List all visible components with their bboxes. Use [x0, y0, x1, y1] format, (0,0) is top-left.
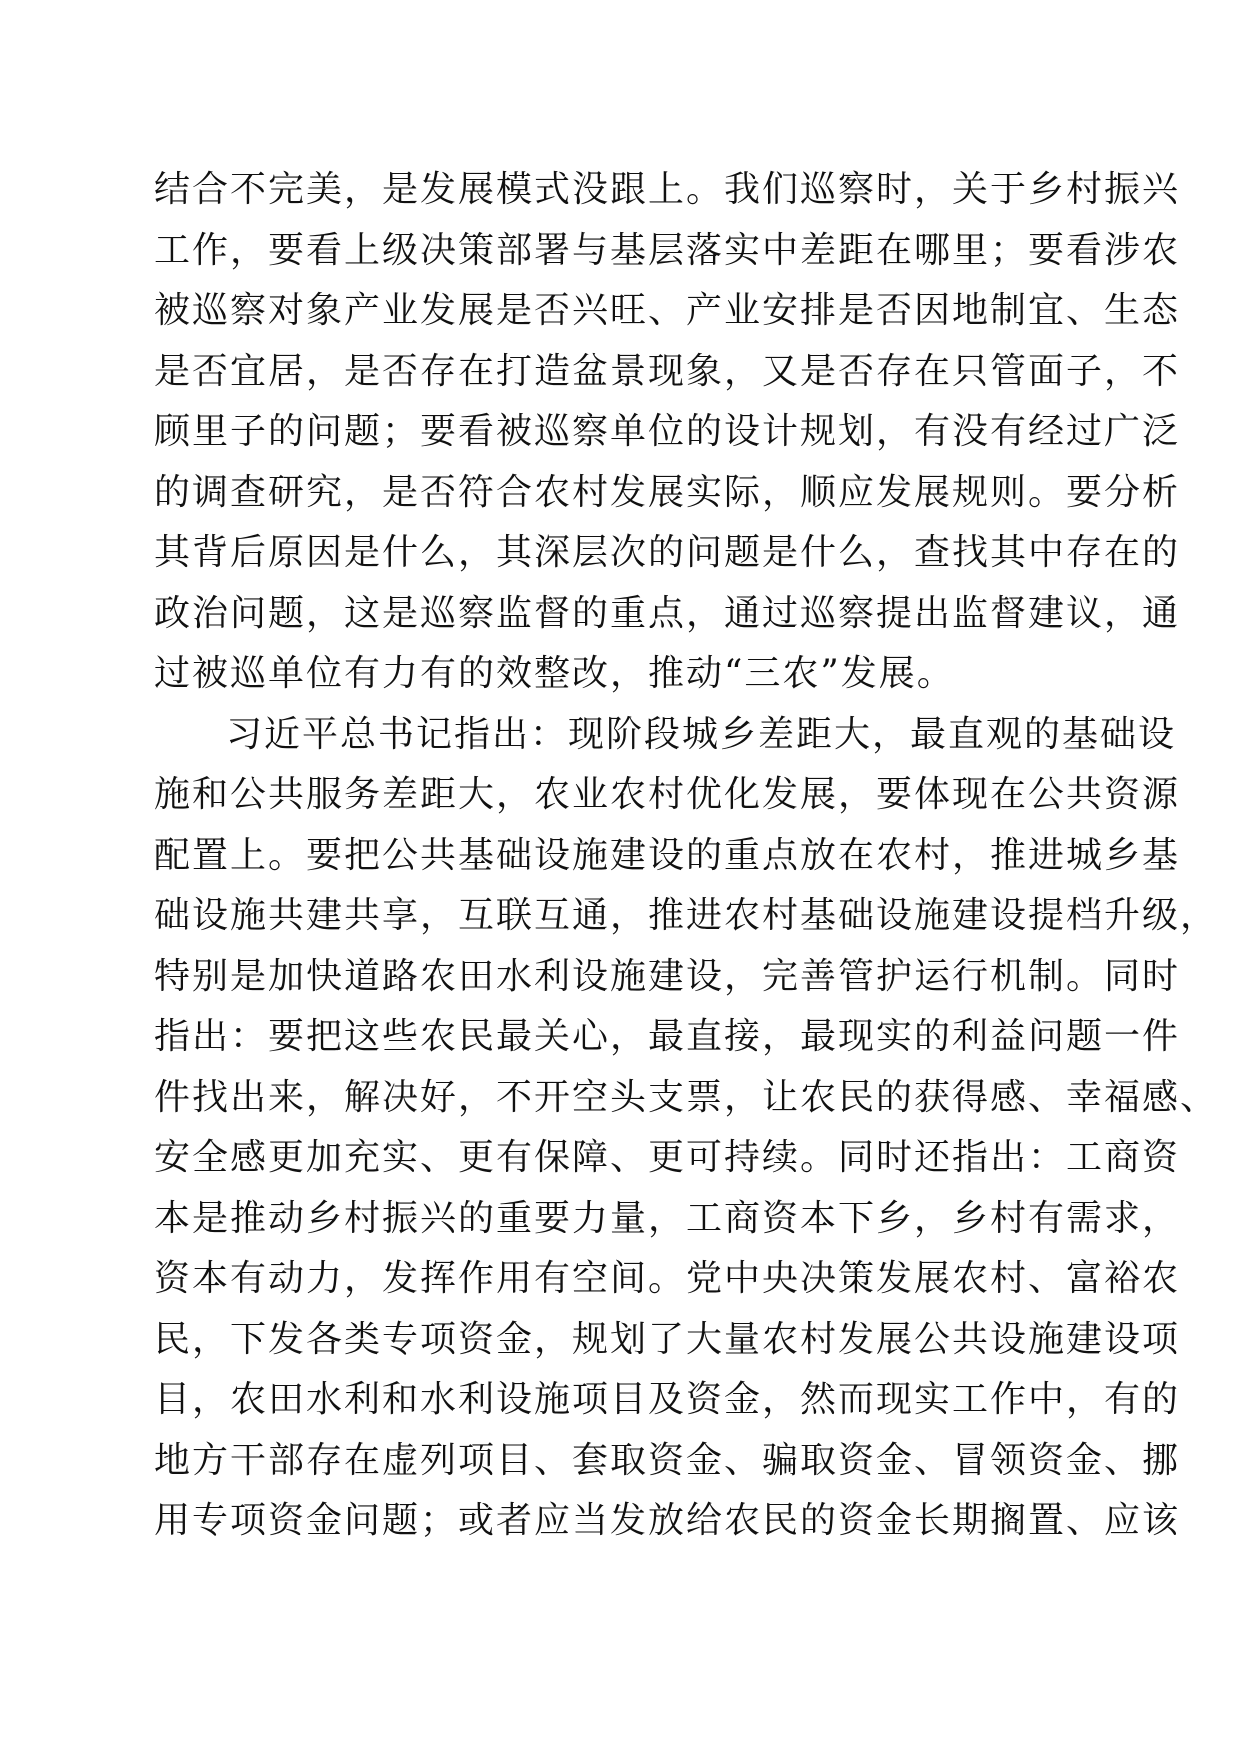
text-line: 结合不完美，是发展模式没跟上。我们巡察时，关于乡村振兴: [154, 169, 1181, 210]
text-line: 其背后原因是什么，其深层次的问题是什么，查找其中存在的: [154, 532, 1181, 573]
text-line: 资本有动力，发挥作用有空间。党中央决策发展农村、富裕农: [154, 1258, 1181, 1299]
text-line: 件找出来，解决好，不开空头支票，让农民的获得感、幸福感、: [154, 1076, 1219, 1118]
text-line: 指出：要把这些农民最关心，最直接，最现实的利益问题一件: [154, 1016, 1181, 1057]
paragraph-start-line: 习近平总书记指出：现阶段城乡差距大，最直观的基础设: [226, 713, 1177, 755]
text-line: 被巡察对象产业发展是否兴旺、产业安排是否因地制宜、生态: [154, 290, 1181, 331]
body-text: [154, 160, 1219, 1552]
text-line: 用专项资金问题；或者应当发放给农民的资金长期搁置、应该: [154, 1500, 1181, 1541]
text-line: 特别是加快道路农田水利设施建设，完善管护运行机制。同时: [154, 955, 1181, 997]
text-line: 过被巡单位有力有的效整改，推动“三农”发展。: [154, 653, 955, 694]
text-line: 政治问题，这是巡察监督的重点，通过巡察提出监督建议，通: [154, 592, 1181, 634]
text-line: 民，下发各类专项资金，规划了大量农村发展公共设施建设项: [154, 1318, 1181, 1360]
text-line: 础设施共建共享，互联互通，推进农村基础设施建设提档升级，: [154, 895, 1219, 936]
text-line: 配置上。要把公共基础设施建设的重点放在农村，推进城乡基: [154, 834, 1181, 876]
text-line: 安全感更加充实、更有保障、更可持续。同时还指出：工商资: [154, 1137, 1181, 1178]
text-line: 目，农田水利和水利设施项目及资金，然而现实工作中，有的: [154, 1379, 1181, 1420]
text-line: 工作，要看上级决策部署与基层落实中差距在哪里；要看涉农: [154, 229, 1181, 271]
text-line: 顾里子的问题；要看被巡察单位的设计规划，有没有经过广泛: [154, 411, 1181, 452]
text-line: 本是推动乡村振兴的重要力量，工商资本下乡，乡村有需求，: [154, 1197, 1181, 1239]
text-line: 是否宜居，是否存在打造盆景现象，又是否存在只管面子，不: [154, 350, 1181, 392]
text-line: 地方干部存在虚列项目、套取资金、骗取资金、冒领资金、挪: [154, 1439, 1181, 1481]
text-line: 的调查研究，是否符合农村发展实际，顺应发展规则。要分析: [154, 471, 1181, 513]
text-line: 施和公共服务差距大，农业农村优化发展，要体现在公共资源: [154, 774, 1181, 815]
